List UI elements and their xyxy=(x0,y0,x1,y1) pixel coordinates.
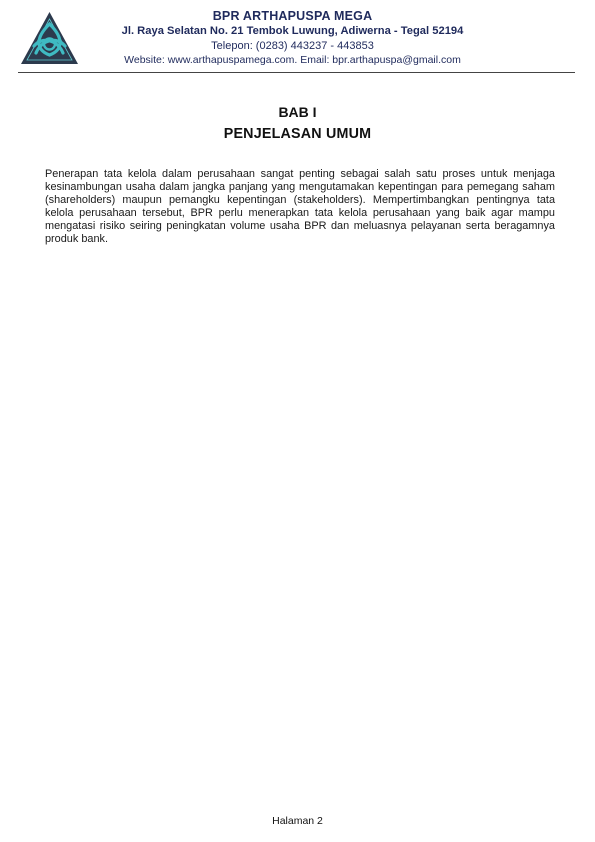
company-address: Jl. Raya Selatan No. 21 Tembok Luwung, Adiwerna - Tegal 52194 xyxy=(121,25,464,37)
company-name: BPR ARTHAPUSPA MEGA xyxy=(212,9,373,23)
company-phone: Telepon: (0283) 443237 - 443853 xyxy=(211,40,374,52)
company-logo-icon xyxy=(19,10,80,66)
page-number: Halaman 2 xyxy=(272,815,323,827)
company-contact: Website: www.arthapuspamega.com. Email: bpr.arthapuspa@gmail.com xyxy=(124,54,461,66)
body-paragraph: Penerapan tata kelola dalam perusahaan sangat penting sebagai salah satu proses untuk menjaga kesinambungan usaha dalam jangka panjang yang mengutamakan kepentingan para pemegang saham (shareholders) maupun pemangku kepentingan (stakeholders). Mempertimbangkan pentingnya tata kelola perusahaan tersebut, BPR perlu menerapkan tata kelola perusahaan yang baik agar mampu mengatasi risiko seiring peningkatan volume usaha BPR dan meluasnya pelayanan serta beragamnya produk bank. xyxy=(45,168,555,245)
chapter-number: BAB I xyxy=(278,104,317,120)
chapter-heading xyxy=(0,102,595,144)
letterhead-divider xyxy=(18,72,575,73)
chapter-title: PENJELASAN UMUM xyxy=(223,126,372,142)
letterhead-text xyxy=(95,9,490,67)
letterhead xyxy=(0,0,595,74)
